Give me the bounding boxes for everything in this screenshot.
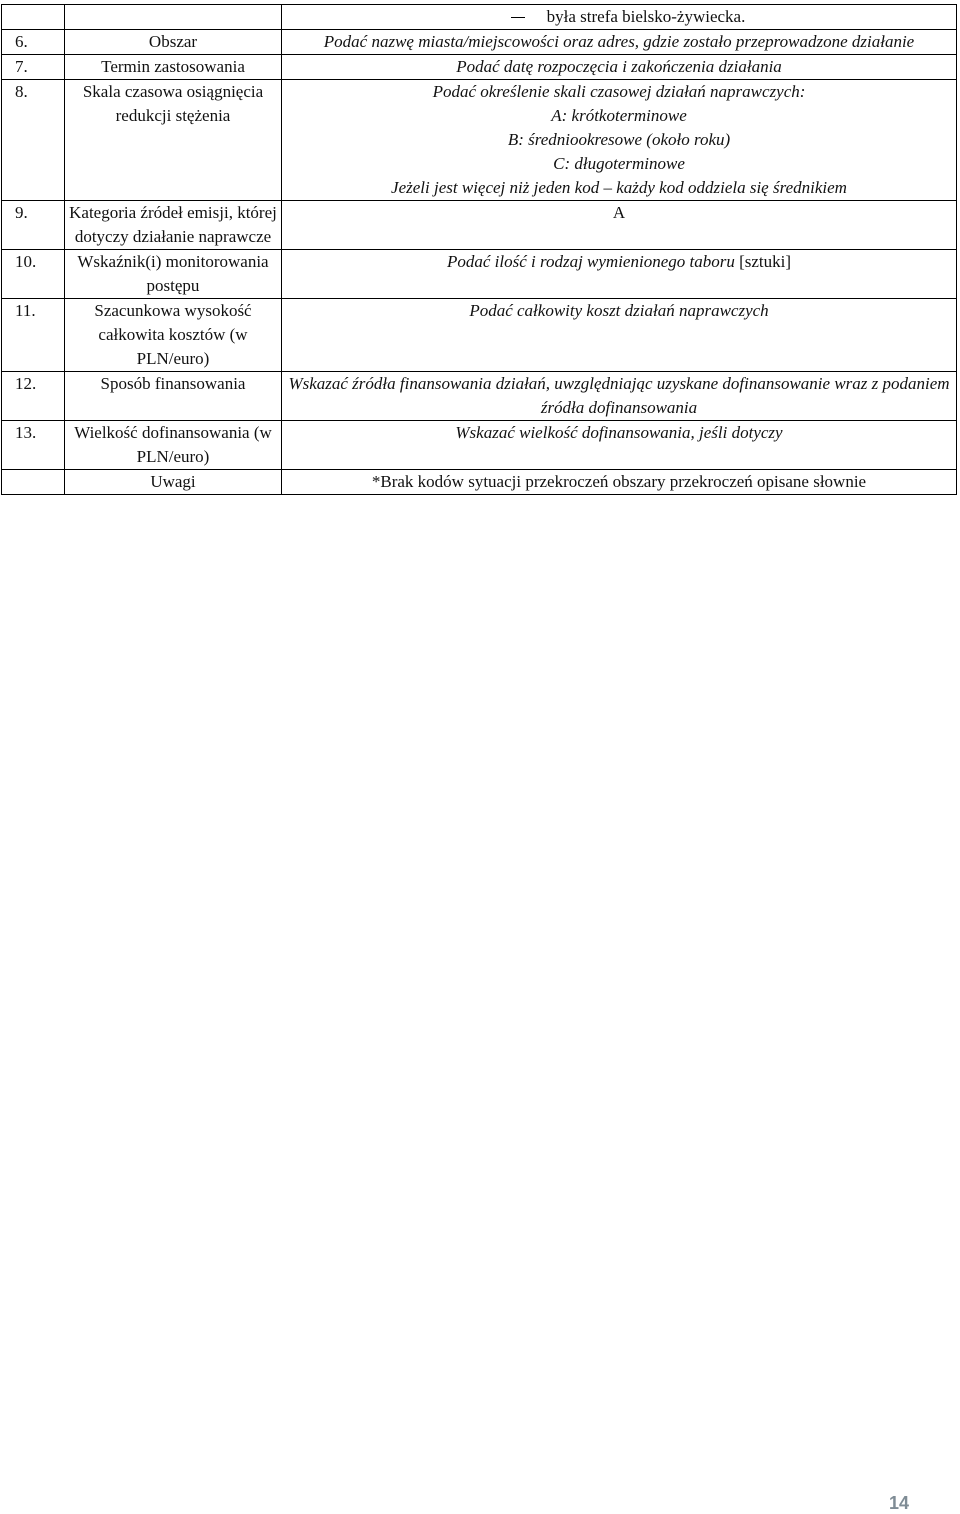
row-content-cell — [282, 5, 957, 30]
scale-line-c: C: długoterminowe — [553, 154, 685, 173]
row-content: Podać całkowity koszt działań naprawczych — [282, 299, 957, 372]
fleet-instruction: Podać ilość i rodzaj wymienionego taboru — [446, 252, 735, 271]
table-row-continuation — [2, 5, 957, 30]
row-number: 7. — [2, 55, 65, 80]
table-row-8 — [2, 80, 957, 201]
row-number-cell — [2, 470, 65, 495]
row-content: Wskazać źródła finansowania działań, uwzględniając uzyskane dofinansowanie wraz z podaniem źródła dofinansowania — [282, 372, 957, 421]
row-number: 10. — [2, 250, 65, 299]
table-row-12 — [2, 372, 957, 421]
row-label: Termin zastosowania — [65, 55, 282, 80]
table-row-13 — [2, 421, 957, 470]
table-row-uwagi — [2, 470, 957, 495]
scale-line-b: B: średniookresowe (około roku) — [507, 130, 731, 149]
row-label-cell — [65, 5, 282, 30]
row-label: Szacunkowa wysokość całkowita kosztów (w PLN/euro) — [65, 299, 282, 372]
row-label: Wielkość dofinansowania (w PLN/euro) — [65, 421, 282, 470]
row-number: 6. — [2, 30, 65, 55]
row-number-cell — [2, 5, 65, 30]
continuation-text: była strefa bielsko-żywiecka. — [546, 7, 746, 26]
row-label: Kategoria źródeł emisji, której dotyczy działanie naprawcze — [65, 201, 282, 250]
row-number: 11. — [2, 299, 65, 372]
row-label: Uwagi — [65, 470, 282, 495]
table-row-9 — [2, 201, 957, 250]
scale-line-intro: Podać określenie skali czasowej działań naprawczych: — [432, 82, 806, 101]
table-row-10 — [2, 250, 957, 299]
row-number: 13. — [2, 421, 65, 470]
row-content: *Brak kodów sytuacji przekroczeń obszary przekroczeń opisane słownie — [282, 470, 957, 495]
row-label: Sposób finansowania — [65, 372, 282, 421]
scale-line-note: Jeżeli jest więcej niż jeden kod – każdy kod oddziela się średnikiem — [391, 178, 847, 197]
scale-line-a: A: krótkoterminowe — [551, 106, 687, 125]
row-content: Wskazać wielkość dofinansowania, jeśli dotyczy — [282, 421, 957, 470]
table-row-11 — [2, 299, 957, 372]
table-row-6 — [2, 30, 957, 55]
row-label: Skala czasowa osiągnięcia redukcji stężenia — [65, 80, 282, 201]
dash-bullet-icon — [511, 17, 525, 18]
action-form-table — [1, 4, 957, 495]
row-number: 9. — [2, 201, 65, 250]
row-number: 8. — [2, 80, 65, 201]
page-number: 14 — [888, 1493, 909, 1513]
row-label: Obszar — [65, 30, 282, 55]
unit-text: [sztuki] — [734, 252, 792, 271]
row-content — [282, 250, 957, 299]
table-row-7 — [2, 55, 957, 80]
row-label: Wskaźnik(i) monitorowania postępu — [65, 250, 282, 299]
row-content: Podać nazwę miasta/miejscowości oraz adres, gdzie zostało przeprowadzone działanie — [282, 30, 957, 55]
row-content: A — [282, 201, 957, 250]
row-number: 12. — [2, 372, 65, 421]
row-content: Podać datę rozpoczęcia i zakończenia działania — [282, 55, 957, 80]
row-content — [282, 80, 957, 201]
